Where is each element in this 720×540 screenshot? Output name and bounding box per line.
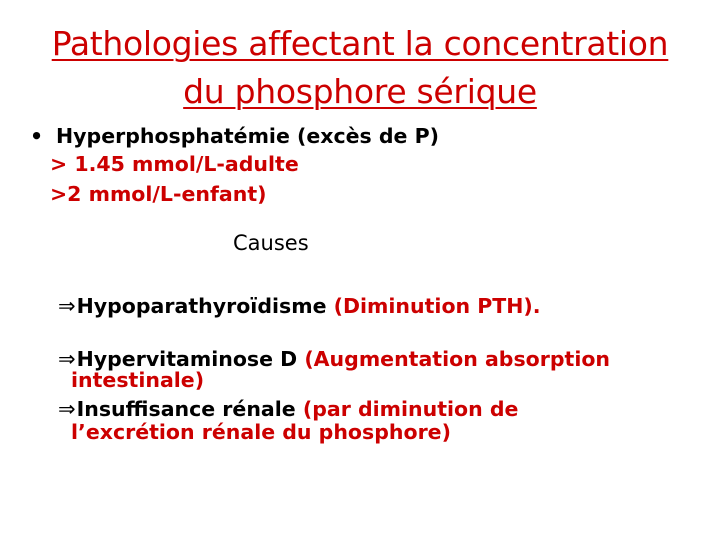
cause-detail-continued: [71, 368, 204, 392]
definition-bullet-line: [30, 124, 439, 148]
cause-detail-cont: intestinale): [71, 368, 205, 392]
cause-detail: (par diminution de: [302, 397, 519, 421]
cause-name: Hypervitaminose D: [76, 347, 305, 371]
slide-title-line-2: du phosphore sérique: [183, 72, 537, 111]
implies-arrow-icon: ⇒: [58, 397, 76, 421]
threshold-adult: > 1.45 mmol/L-adulte: [50, 152, 299, 176]
cause-detail-continued: [71, 420, 451, 444]
cause-item: [58, 294, 541, 318]
implies-arrow-icon: ⇒: [58, 294, 76, 318]
cause-name: Hypoparathyroïdisme: [76, 294, 334, 318]
cause-detail-cont: l’excrétion rénale du phosphore): [71, 420, 451, 444]
cause-name: Insuffisance rénale: [76, 397, 303, 421]
cause-detail: (Diminution PTH).: [333, 294, 541, 318]
cause-item: [58, 397, 518, 421]
causes-heading: Causes: [233, 231, 309, 255]
implies-arrow-icon: ⇒: [58, 347, 76, 371]
bullet-icon: •: [30, 124, 44, 148]
slide-title-line-1: Pathologies affectant la concentration: [51, 24, 669, 63]
threshold-child: >2 mmol/L-enfant): [50, 182, 267, 206]
cause-detail: (Augmentation absorption: [304, 347, 611, 371]
definition-text: Hyperphosphatémie (excès de P): [56, 124, 439, 148]
